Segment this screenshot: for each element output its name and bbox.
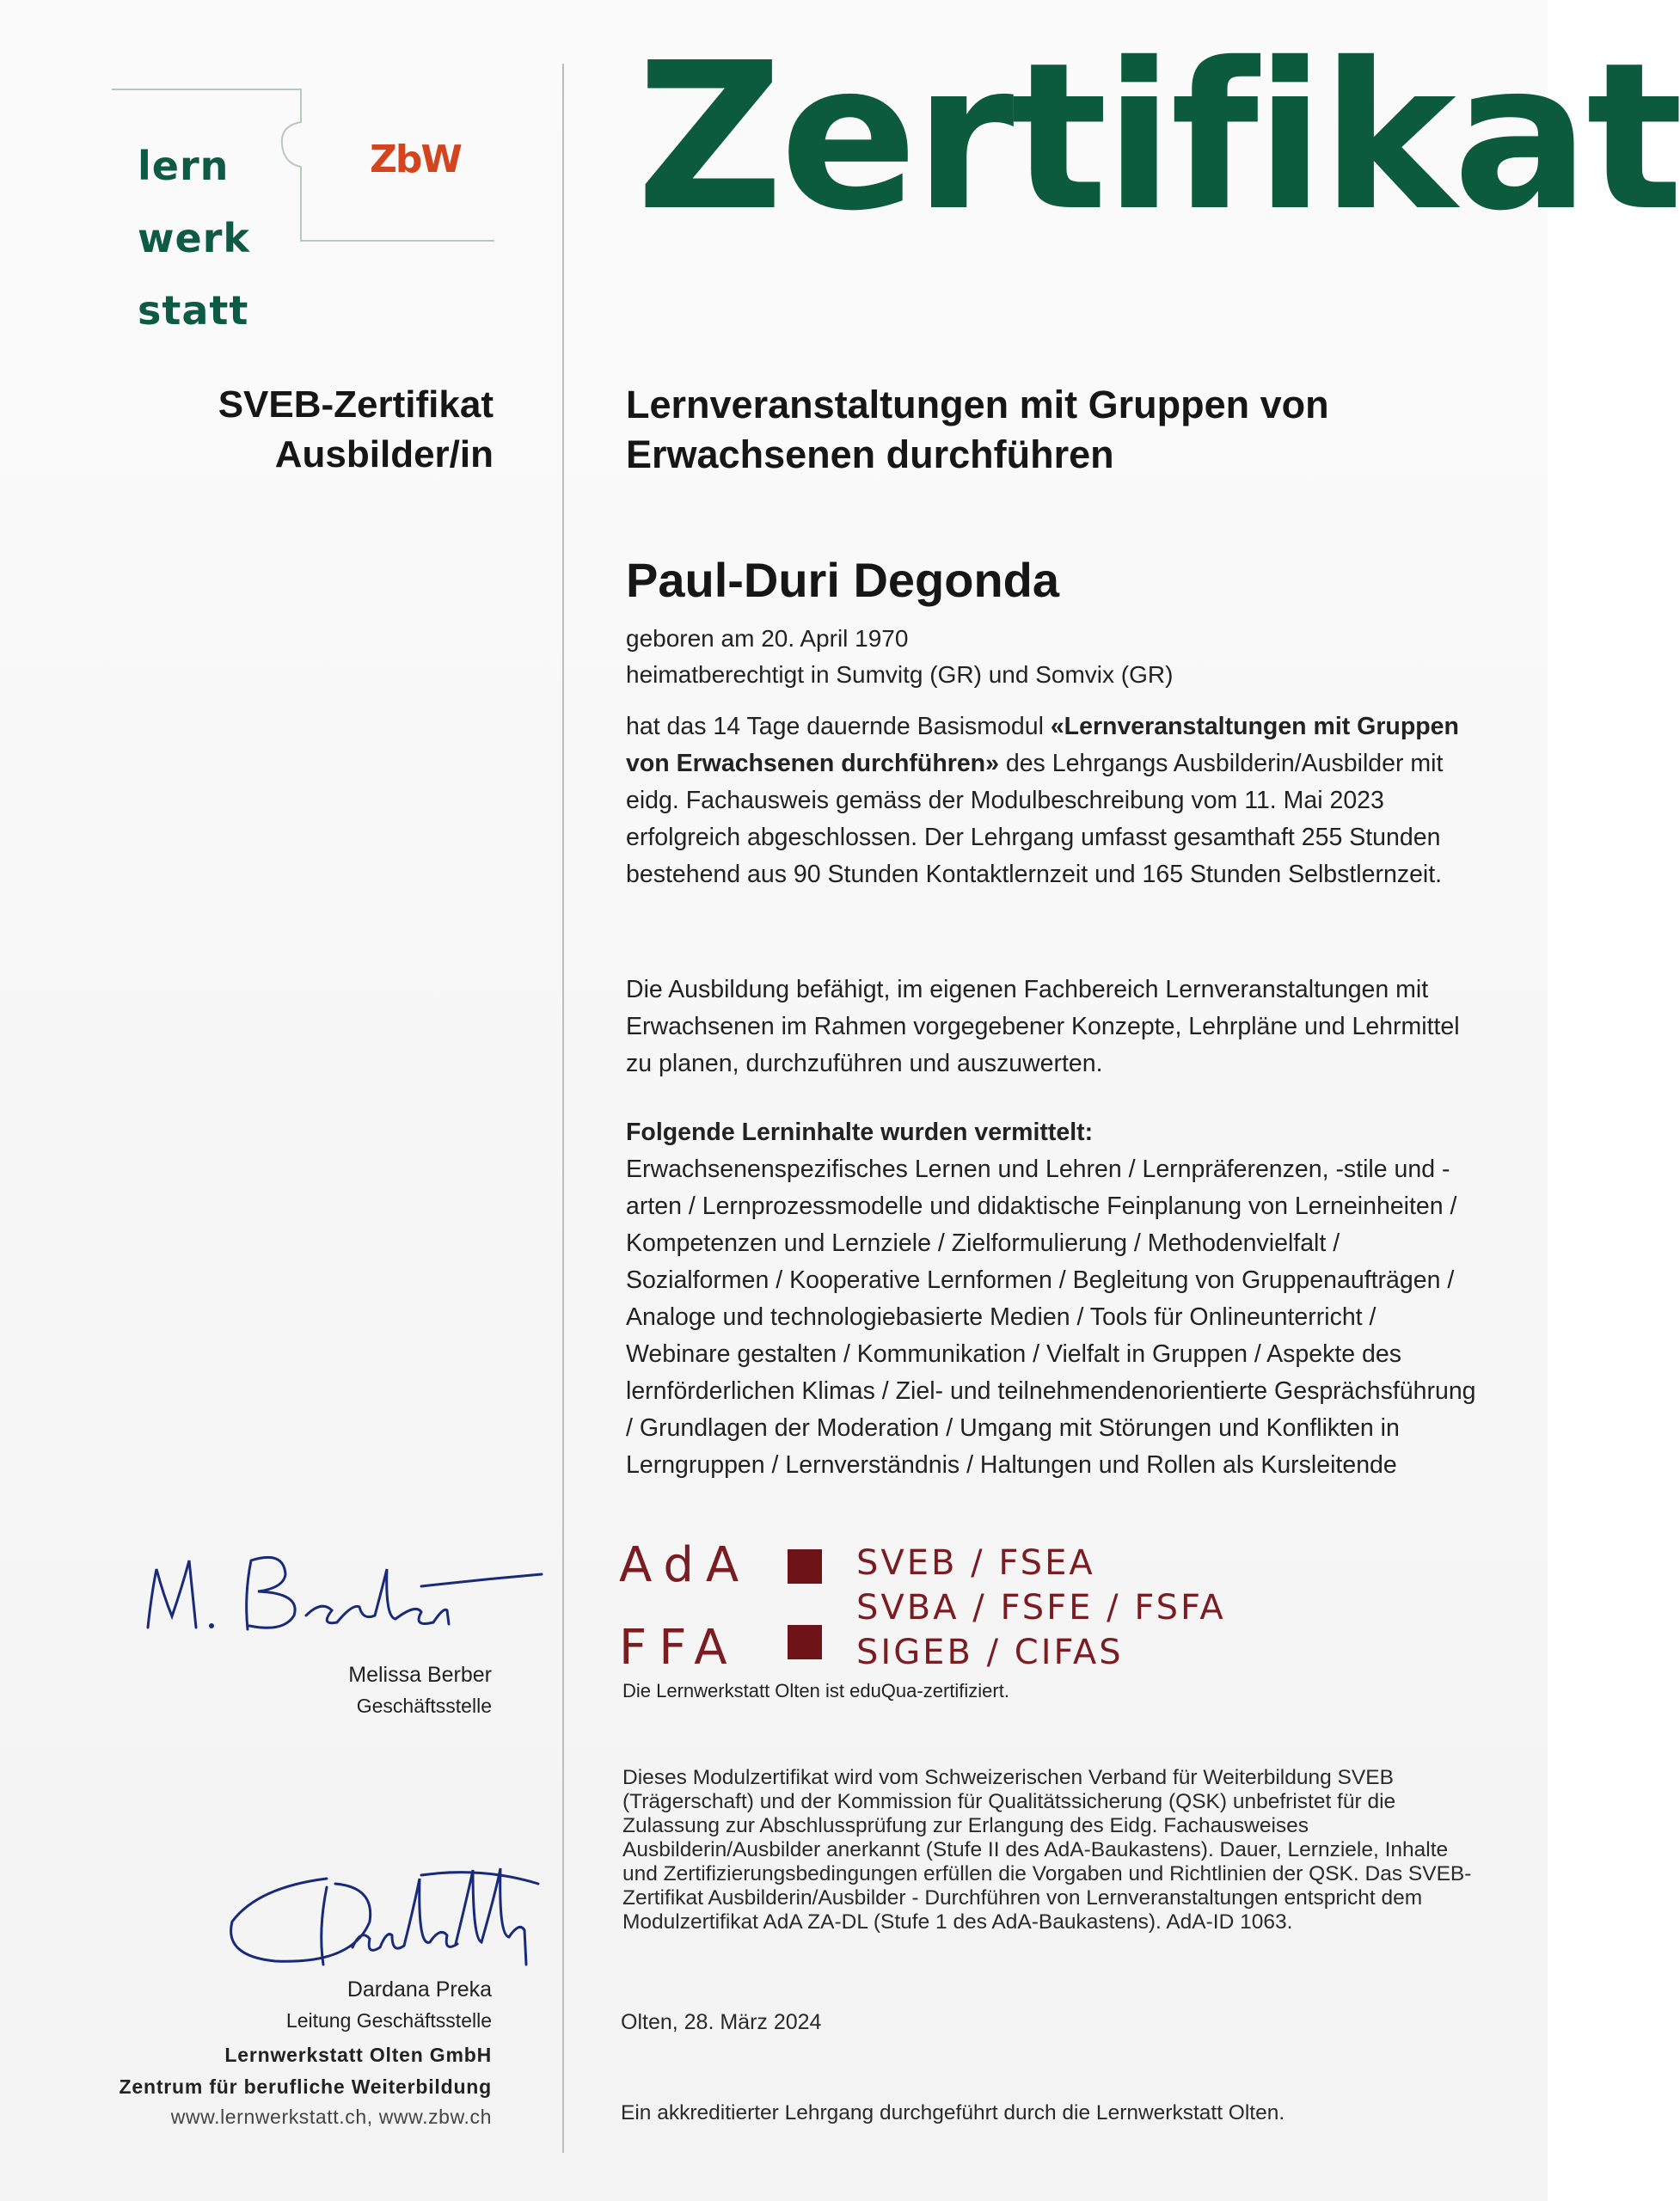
signatory-2-role: Leitung Geschäftsstelle [285,2009,492,2032]
ada-logo-line-2: SVBA / FSFE / FSFA [856,1588,1226,1628]
eduqua-note: Die Lernwerkstatt Olten ist eduQua-zertifiziert. [622,1680,1009,1701]
signature-berber [138,1543,550,1646]
zbw-logo: ZbW [370,138,461,181]
logo-line-lern: lern [138,143,230,189]
ada-logo-row-2: FFA [619,1620,739,1676]
legal-text: Dieses Modulzertifikat wird vom Schweizerischen Verband für Weiterbildung SVEB (Trägerschaft) und der Kommission für Qualitätssicherung (QSK) unbefristet für die Zulassung zur Abschlussprüfung zur Erlangung des Eidg. Fachausweises Ausbilderin/Ausbilder anerkannt (Stufe II des AdA-Baukastens). Dauer, Lernziele, Inhalte und Zertifizierungsbedingungen erfüllen die Vorgaben und Richtlinien der QSK. Das SVEB-Zertifikat Ausbilderin/Ausbilder - Durchführen von Lernveranstaltungen entspricht dem Modulzertifikat AdA ZA-DL (Stufe 1 des AdA-Baukastens). AdA-ID 1063. [622,1766,1472,1934]
company-website: www.lernwerkstatt.ch, www.zbw.ch [170,2106,492,2128]
course-title-line-1: Lernveranstaltungen mit Gruppen von [626,383,1329,426]
birth-date: geboren am 20. April 1970 [626,625,909,652]
company-block [120,2039,492,2103]
logo-wordmark [138,112,250,365]
course-title [626,380,1329,480]
page-title: Zertifikat [636,19,1680,255]
recipient-name: Paul-Duri Degonda [626,553,1060,607]
ada-logo-row-1: AdA [619,1537,751,1593]
signatory-1-name: Melissa Berber [348,1663,492,1687]
lernwerkstatt-logo [112,88,494,334]
ada-logo-line-1: SVEB / FSEA [856,1543,1095,1583]
ada-square-icon [788,1625,822,1659]
course-title-line-2: Erwachsenen durchführen [626,432,1114,476]
recipient-details [626,621,1173,693]
signatory-1-role: Geschäftsstelle [356,1695,492,1717]
module-name: «Lernveranstaltungen mit Gruppen von Erwachsenen durchführen» [626,713,1459,777]
signatory-2-name: Dardana Preka [346,1977,492,2002]
certificate-type-line-2: Ausbilder/in [274,433,494,475]
ada-logo-line-3: SIGEB / CIFAS [856,1633,1124,1672]
logo-line-werk: werk [138,215,250,261]
ada-square-icon [788,1549,822,1584]
place-of-origin: heimatberechtigt in Sumvitg (GR) und Somvix (GR) [626,661,1174,688]
learning-contents-text: Erwachsenenspezifisches Lernen und Lehren / Lernpräferenzen, -stile und -arten / Lernprozessmodelle und didaktische Feinplanung von Lerneinheiten / Kompetenzen und Lernziele / Zielformulierung / Methodenvielfalt / Sozialformen / Kooperative Lernformen / Begleitung von Gruppenaufträgen / Analoge und technologiebasierte Medien / Tools für Onlineunterricht / Webinare gestalten / Kommunikation / Vielfalt in Gruppen / Aspekte des lernförderlichen Klimas / Ziel- und teilnehmendenorientierte Gesprächsführung / Grundlagen der Moderation / Umgang mit Störungen und Konflikten in Lerngruppen / Lernverständnis / Haltungen und Rollen als Kursleitende [626,1156,1476,1479]
qualification-paragraph: Die Ausbildung befähigt, im eigenen Fachbereich Lernveranstaltungen mit Erwachsenen im Rahmen vorgegebener Konzepte, Lehrpläne und Lehrmittel zu planen, durchzuführen und auszuwerten. [626,976,1460,1077]
completion-paragraph: hat das 14 Tage dauernde Basismodul «Lernveranstaltungen mit Gruppen von Erwachsenen durchführen» des Lehrgangs Ausbilderin/Ausbilder mit eidg. Fachausweis gemäss der Modulbeschreibung vom 11. Mai 2023 erfolgreich abgeschlossen. Der Lehrgang umfasst gesamthaft 255 Stunden bestehend aus 90 Stunden Kontaktlernzeit und 165 Stunden Selbstlernzeit. [626,713,1459,888]
signatory-1 [348,1659,492,1721]
company-name: Lernwerkstatt Olten GmbH [224,2044,492,2066]
certificate-type-line-1: SVEB-Zertifikat [218,383,494,426]
certificate-type-heading [218,380,494,480]
learning-contents-heading: Folgende Lerninhalte wurden vermittelt: [626,1119,1094,1146]
signatory-2 [286,1974,492,2036]
learning-contents [626,1114,1477,1484]
vertical-divider [562,64,564,2153]
issue-date: Olten, 28. März 2024 [621,2010,822,2034]
signature-preka [224,1853,550,1982]
company-tagline: Zentrum für berufliche Weiterbildung [119,2075,492,2098]
logo-line-statt: statt [138,287,249,334]
footer-note: Ein akkreditierter Lehrgang durchgeführt durch die Lernwerkstatt Olten. [621,2101,1285,2124]
